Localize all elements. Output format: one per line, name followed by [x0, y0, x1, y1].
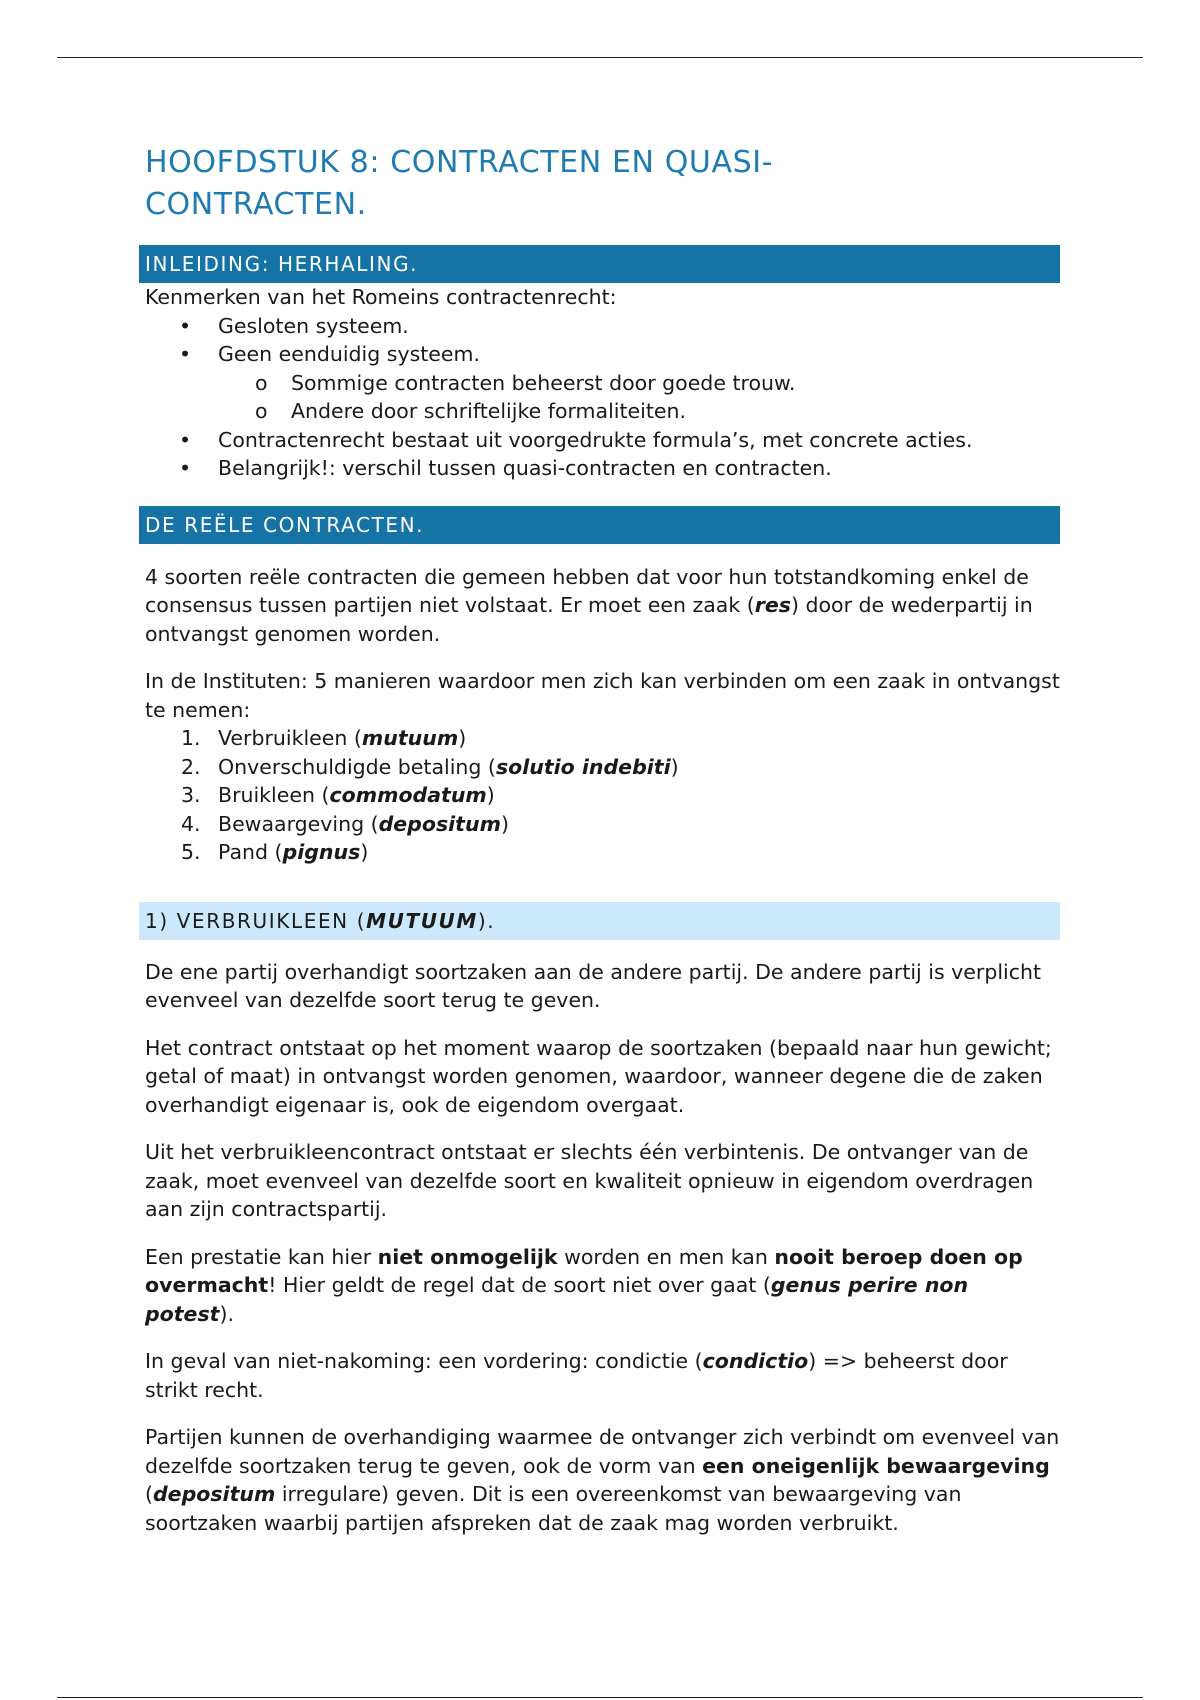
list-item-text: Belangrijk!: verschil tussen quasi-contracten en contracten.: [218, 456, 832, 480]
section3-paragraph-4: Een prestatie kan hier niet onmogelijk worden en men kan nooit beroep doen op overmacht! Hier geldt de regel dat de soort niet over gaat (genus perire non potest).: [145, 1244, 1023, 1326]
chapter-title: [145, 142, 1060, 226]
list-item-text: Gesloten systeem.: [218, 313, 409, 338]
list-item-text: Andere door schriftelijke formaliteiten.: [291, 399, 686, 423]
chapter-title-line-1: HOOFDSTUK 8: CONTRACTEN EN QUASI-: [145, 145, 774, 180]
bullet-marker: •: [179, 313, 192, 338]
list-item: [145, 426, 1060, 455]
section3-paragraph-1: De ene partij overhandigt soortzaken aan de andere partij. De andere partij is verplicht evenveel van dezelfde soort terug te geven.: [145, 959, 1042, 1012]
numbered-item: 5. Pand (pignus): [145, 838, 1060, 867]
section2-paragraph-1: 4 soorten reële contracten die gemeen hebben dat voor hun totstandkoming enkel de consensus tussen partijen niet volstaat. Er moet een zaak (res) door de wederpartij in ontvangst genomen worden.: [145, 564, 1033, 646]
sub-bullet-marker: o: [255, 370, 268, 395]
number-marker: 1.: [181, 726, 201, 750]
section3-paragraph-6: Partijen kunnen de overhandiging waarmee de ontvanger zich verbindt om evenveel van dezelfde soortzaken terug te geven, ook de vorm van een oneigenlijk bewaargeving (depositum irregulare) geven. Dit is een overeenkomst van bewaargeving van soortzaken waarbij partijen afspreken dat de zaak mag worden verbruikt.: [145, 1425, 1060, 1535]
top-rule: [57, 57, 1143, 58]
list-item-text: Geen eenduidig systeem.: [218, 342, 481, 366]
chapter-title-line-2: CONTRACTEN.: [145, 187, 367, 222]
number-marker: 5.: [181, 840, 201, 864]
numbered-item: 1. Verbruikleen (mutuum): [145, 724, 1060, 753]
sub-list-item: [145, 397, 1060, 426]
section-heading-inleiding: INLEIDING: HERHALING.: [139, 245, 1060, 283]
section3-paragraph-5: In geval van niet-nakoming: een vordering: condictie (condictio) => beheerst door strikt recht.: [145, 1349, 1008, 1402]
list-item-text: Sommige contracten beheerst door goede trouw.: [291, 370, 796, 395]
section3-paragraph-3: Uit het verbruikleencontract ontstaat er slechts één verbintenis. De ontvanger van de zaak, moet evenveel van dezelfde soort en kwaliteit opnieuw in eigendom overdragen aan zijn contractspartij.: [145, 1140, 1034, 1221]
list-item: [145, 454, 1060, 483]
sub-list-item: [145, 369, 1060, 398]
section-heading-verbruikleen: 1) VERBRUIKLEEN (MUTUUM).: [139, 902, 1060, 940]
bottom-rule: [57, 1697, 1143, 1698]
bullet-marker: •: [179, 427, 192, 452]
bullet-marker: •: [179, 342, 192, 366]
numbered-item: 4. Bewaargeving (depositum): [145, 810, 1060, 839]
section-heading-reele-contracten: DE REËLE CONTRACTEN.: [139, 506, 1060, 544]
section3-paragraph-2: Het contract ontstaat op het moment waarop de soortzaken (bepaald naar hun gewicht; getal of maat) in ontvangst worden genomen, waardoor, wanneer degene die de zaken overhandigt eigenaar is, ook de eigendom overgaat.: [145, 1035, 1052, 1117]
list-item-text: Contractenrecht bestaat uit voorgedrukte formula’s, met concrete acties.: [218, 427, 973, 452]
number-marker: 4.: [181, 811, 201, 836]
bullet-marker: •: [179, 456, 192, 480]
reele-contracten-list: [145, 724, 1060, 867]
number-marker: 3.: [181, 783, 201, 807]
document-body: [139, 142, 1060, 1556]
list-item: [145, 312, 1060, 341]
section1-list: [145, 312, 1060, 483]
sub-bullet-marker: o: [255, 399, 268, 423]
numbered-item: 3. Bruikleen (commodatum): [145, 781, 1060, 810]
section2-paragraph-2: In de Instituten: 5 manieren waardoor men zich kan verbinden om een zaak in ontvangst te nemen:: [145, 669, 1060, 722]
list-item: [145, 340, 1060, 369]
numbered-item: 2. Onverschuldigde betaling (solutio indebiti): [145, 753, 1060, 782]
section1-intro: Kenmerken van het Romeins contractenrecht:: [145, 285, 617, 309]
number-marker: 2.: [181, 754, 201, 779]
